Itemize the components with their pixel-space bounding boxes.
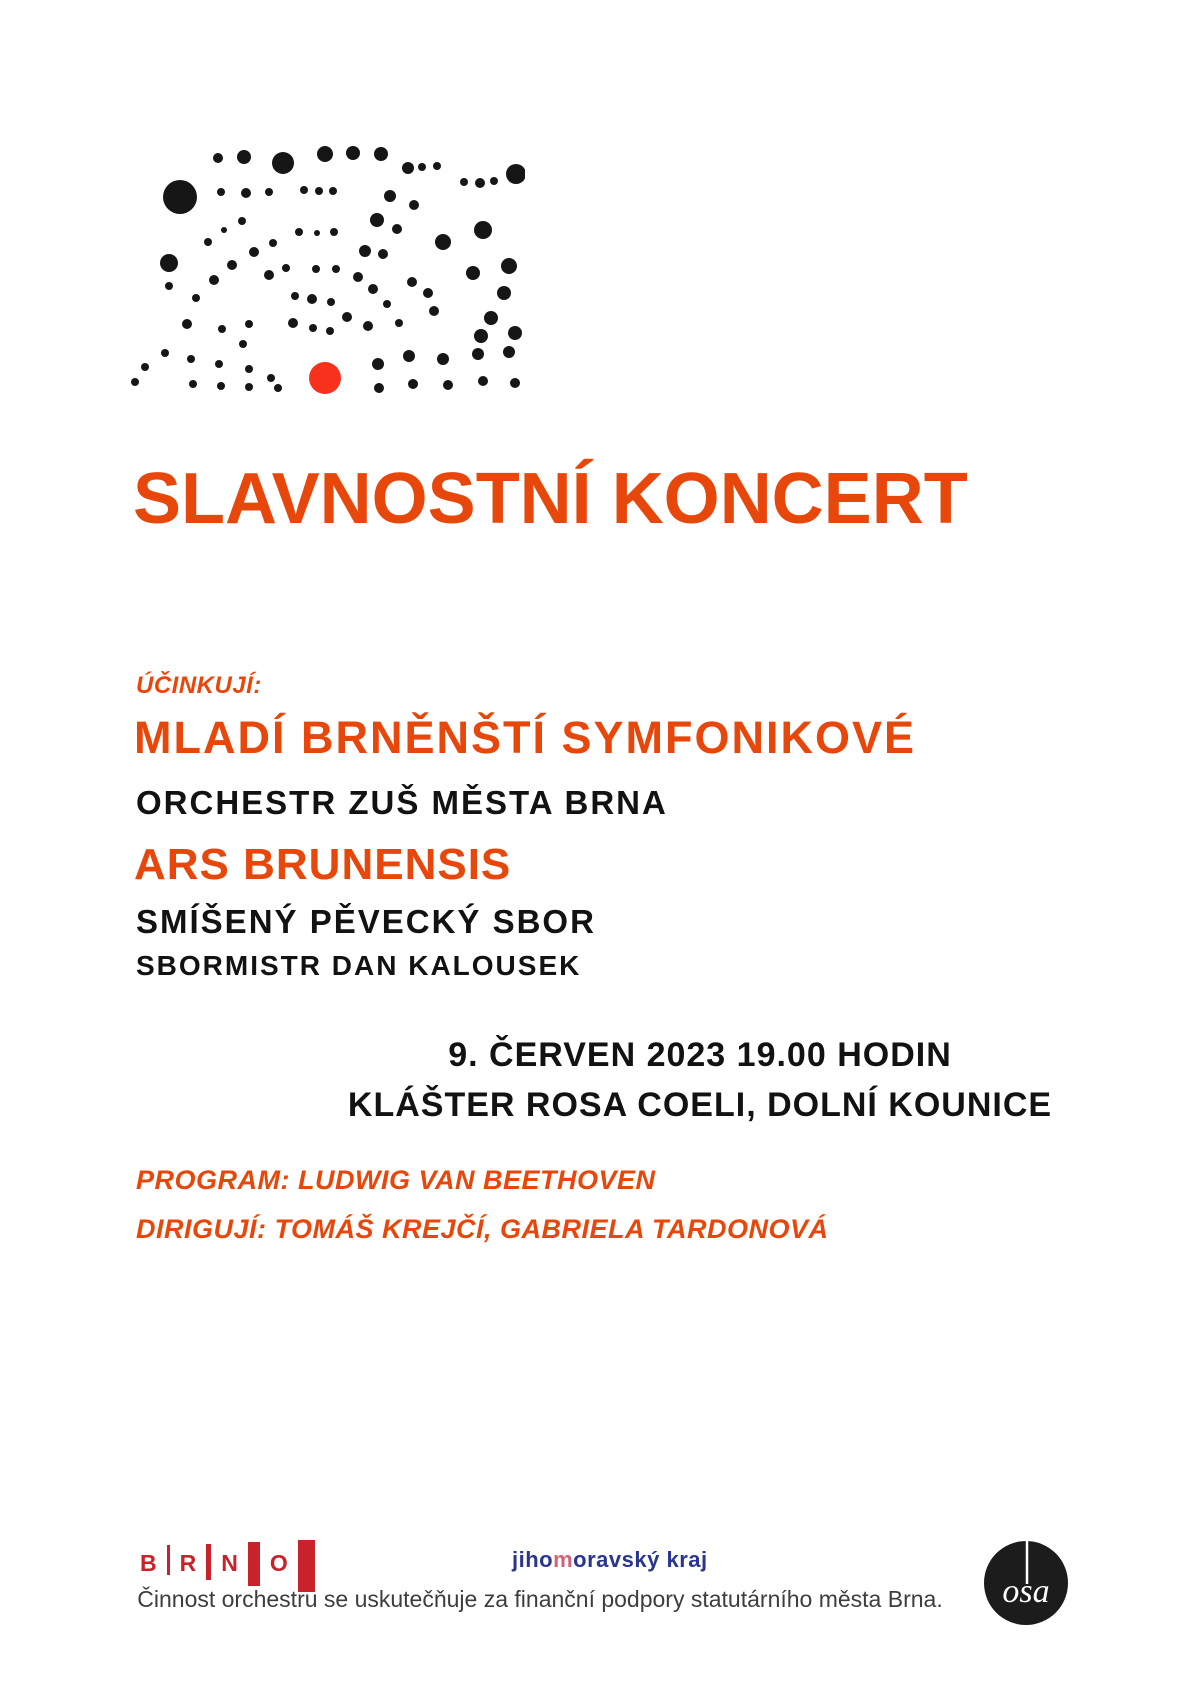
- brno-letter-o: O: [269, 1550, 288, 1576]
- osa-logo-text: osa: [1002, 1573, 1050, 1610]
- brno-letter-b: B: [140, 1550, 157, 1576]
- red-dot: [309, 362, 341, 394]
- choir-subtitle: SMÍŠENÝ PĚVECKÝ SBOR: [136, 903, 596, 940]
- osa-logo: [983, 1540, 1069, 1626]
- performers-intro-label: ÚČINKUJÍ:: [136, 672, 262, 699]
- brno-bar-2: [206, 1544, 211, 1580]
- region-logo-m: m: [553, 1547, 574, 1572]
- event-datetime: 9. ČERVEN 2023 19.00 HODIN: [448, 1036, 952, 1074]
- brno-bar-3: [248, 1542, 260, 1586]
- black-dots: [131, 146, 525, 393]
- support-text: Činnost orchestru se uskutečňuje za finanční podpory statutárního města Brna.: [137, 1586, 943, 1612]
- region-logo: [512, 1547, 708, 1573]
- region-logo-prefix: jiho: [512, 1547, 554, 1572]
- choirmaster-line: SBORMISTR DAN KALOUSEK: [136, 950, 582, 981]
- program-line: PROGRAM: LUDWIG VAN BEETHOVEN: [136, 1165, 656, 1195]
- brno-bar-4: [298, 1540, 315, 1592]
- orchestra-subtitle: ORCHESTR ZUŠ MĚSTA BRNA: [136, 784, 668, 821]
- brno-bar-1: [167, 1545, 170, 1575]
- conductors-line: DIRIGUJÍ: TOMÁŠ KREJČÍ, GABRIELA TARDONOVÁ: [136, 1214, 829, 1244]
- event-venue: KLÁŠTER ROSA COELI, DOLNÍ KOUNICE: [347, 1086, 1053, 1124]
- dots-logo: [125, 105, 525, 395]
- choir-name: ARS BRUNENSIS: [134, 840, 512, 889]
- orchestra-name: MLADÍ BRNĚNŠTÍ SYMFONIKOVÉ: [134, 712, 917, 763]
- event-block: [340, 1036, 1060, 1125]
- brno-letter-n: N: [221, 1550, 238, 1576]
- page-title: SLAVNOSTNÍ KONCERT: [133, 459, 968, 539]
- brno-letter-r: R: [179, 1550, 197, 1576]
- region-logo-suffix: oravský kraj: [573, 1547, 708, 1572]
